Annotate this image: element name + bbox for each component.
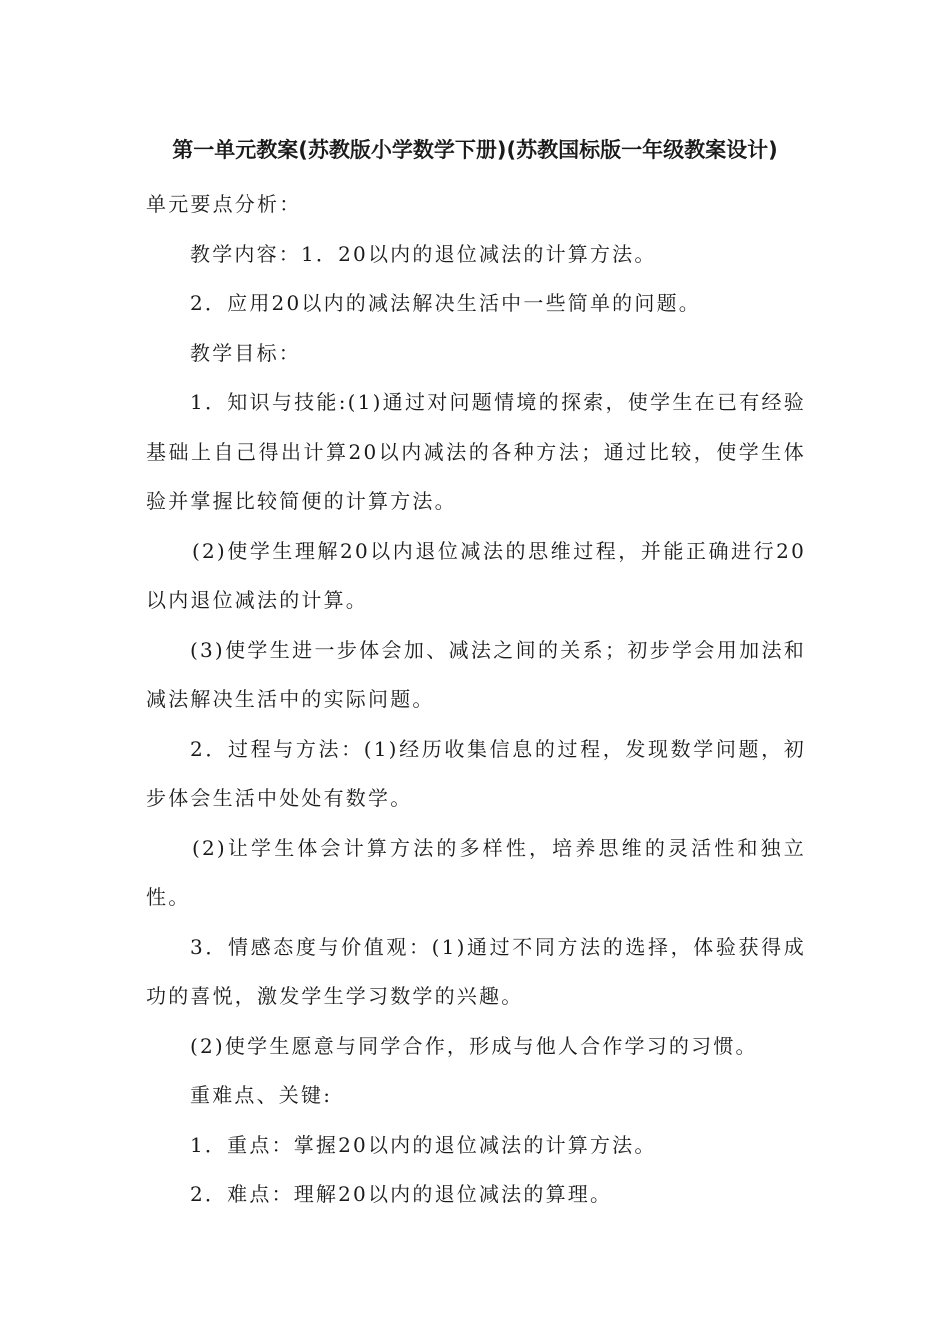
paragraph-key-point-1: 1．重点：掌握20以内的退位减法的计算方法。 — [190, 1132, 657, 1157]
paragraph-goal-knowledge: 1．知识与技能:(1)通过对问题情境的探索，使学生在已有经验基础上自己得出计算20以内减法的各种方法；通过比较，使学生体验并掌握比较简便的计算方法。 — [146, 390, 806, 513]
paragraph-goal-process-2: (2)让学生体会计算方法的多样性，培养思维的灵活性和独立性。 — [146, 835, 806, 909]
paragraph-teaching-content: 教学内容：1．20以内的退位减法的计算方法。 — [190, 241, 657, 266]
paragraph-goal-process: 2．过程与方法：(1)经历收集信息的过程，发现数学问题，初步体会生活中处处有数学。 — [146, 736, 806, 810]
paragraph-goal-knowledge-3: (3)使学生进一步体会加、减法之间的关系；初步学会用加法和减法解决生活中的实际问题。 — [146, 637, 806, 711]
document-title: 第一单元教案(苏教版小学数学下册)(苏教国标版一年级教案设计) — [172, 138, 778, 162]
paragraph-key-points: 重难点、关键: — [190, 1083, 333, 1107]
paragraph-goal-knowledge-2: (2)使学生理解20以内退位减法的思维过程，并能正确进行20以内退位减法的计算。 — [146, 538, 806, 612]
paragraph-content-item-2: 2．应用20以内的减法解决生活中一些简单的问题。 — [190, 291, 701, 315]
document-body — [146, 180, 806, 1220]
paragraph-goal-attitude: 3．情感态度与价值观：(1)通过不同方法的选择，体验获得成功的喜悦，激发学生学习数学的兴趣。 — [146, 934, 806, 1008]
paragraph-goal-attitude-2: (2)使学生愿意与同学合作，形成与他人合作学习的习惯。 — [190, 1033, 758, 1058]
paragraph-unit-analysis: 单元要点分析： — [146, 192, 302, 216]
paragraph-key-point-2: 2．难点：理解20以内的退位减法的算理。 — [190, 1182, 613, 1206]
paragraph-teaching-goals: 教学目标： — [190, 340, 301, 365]
